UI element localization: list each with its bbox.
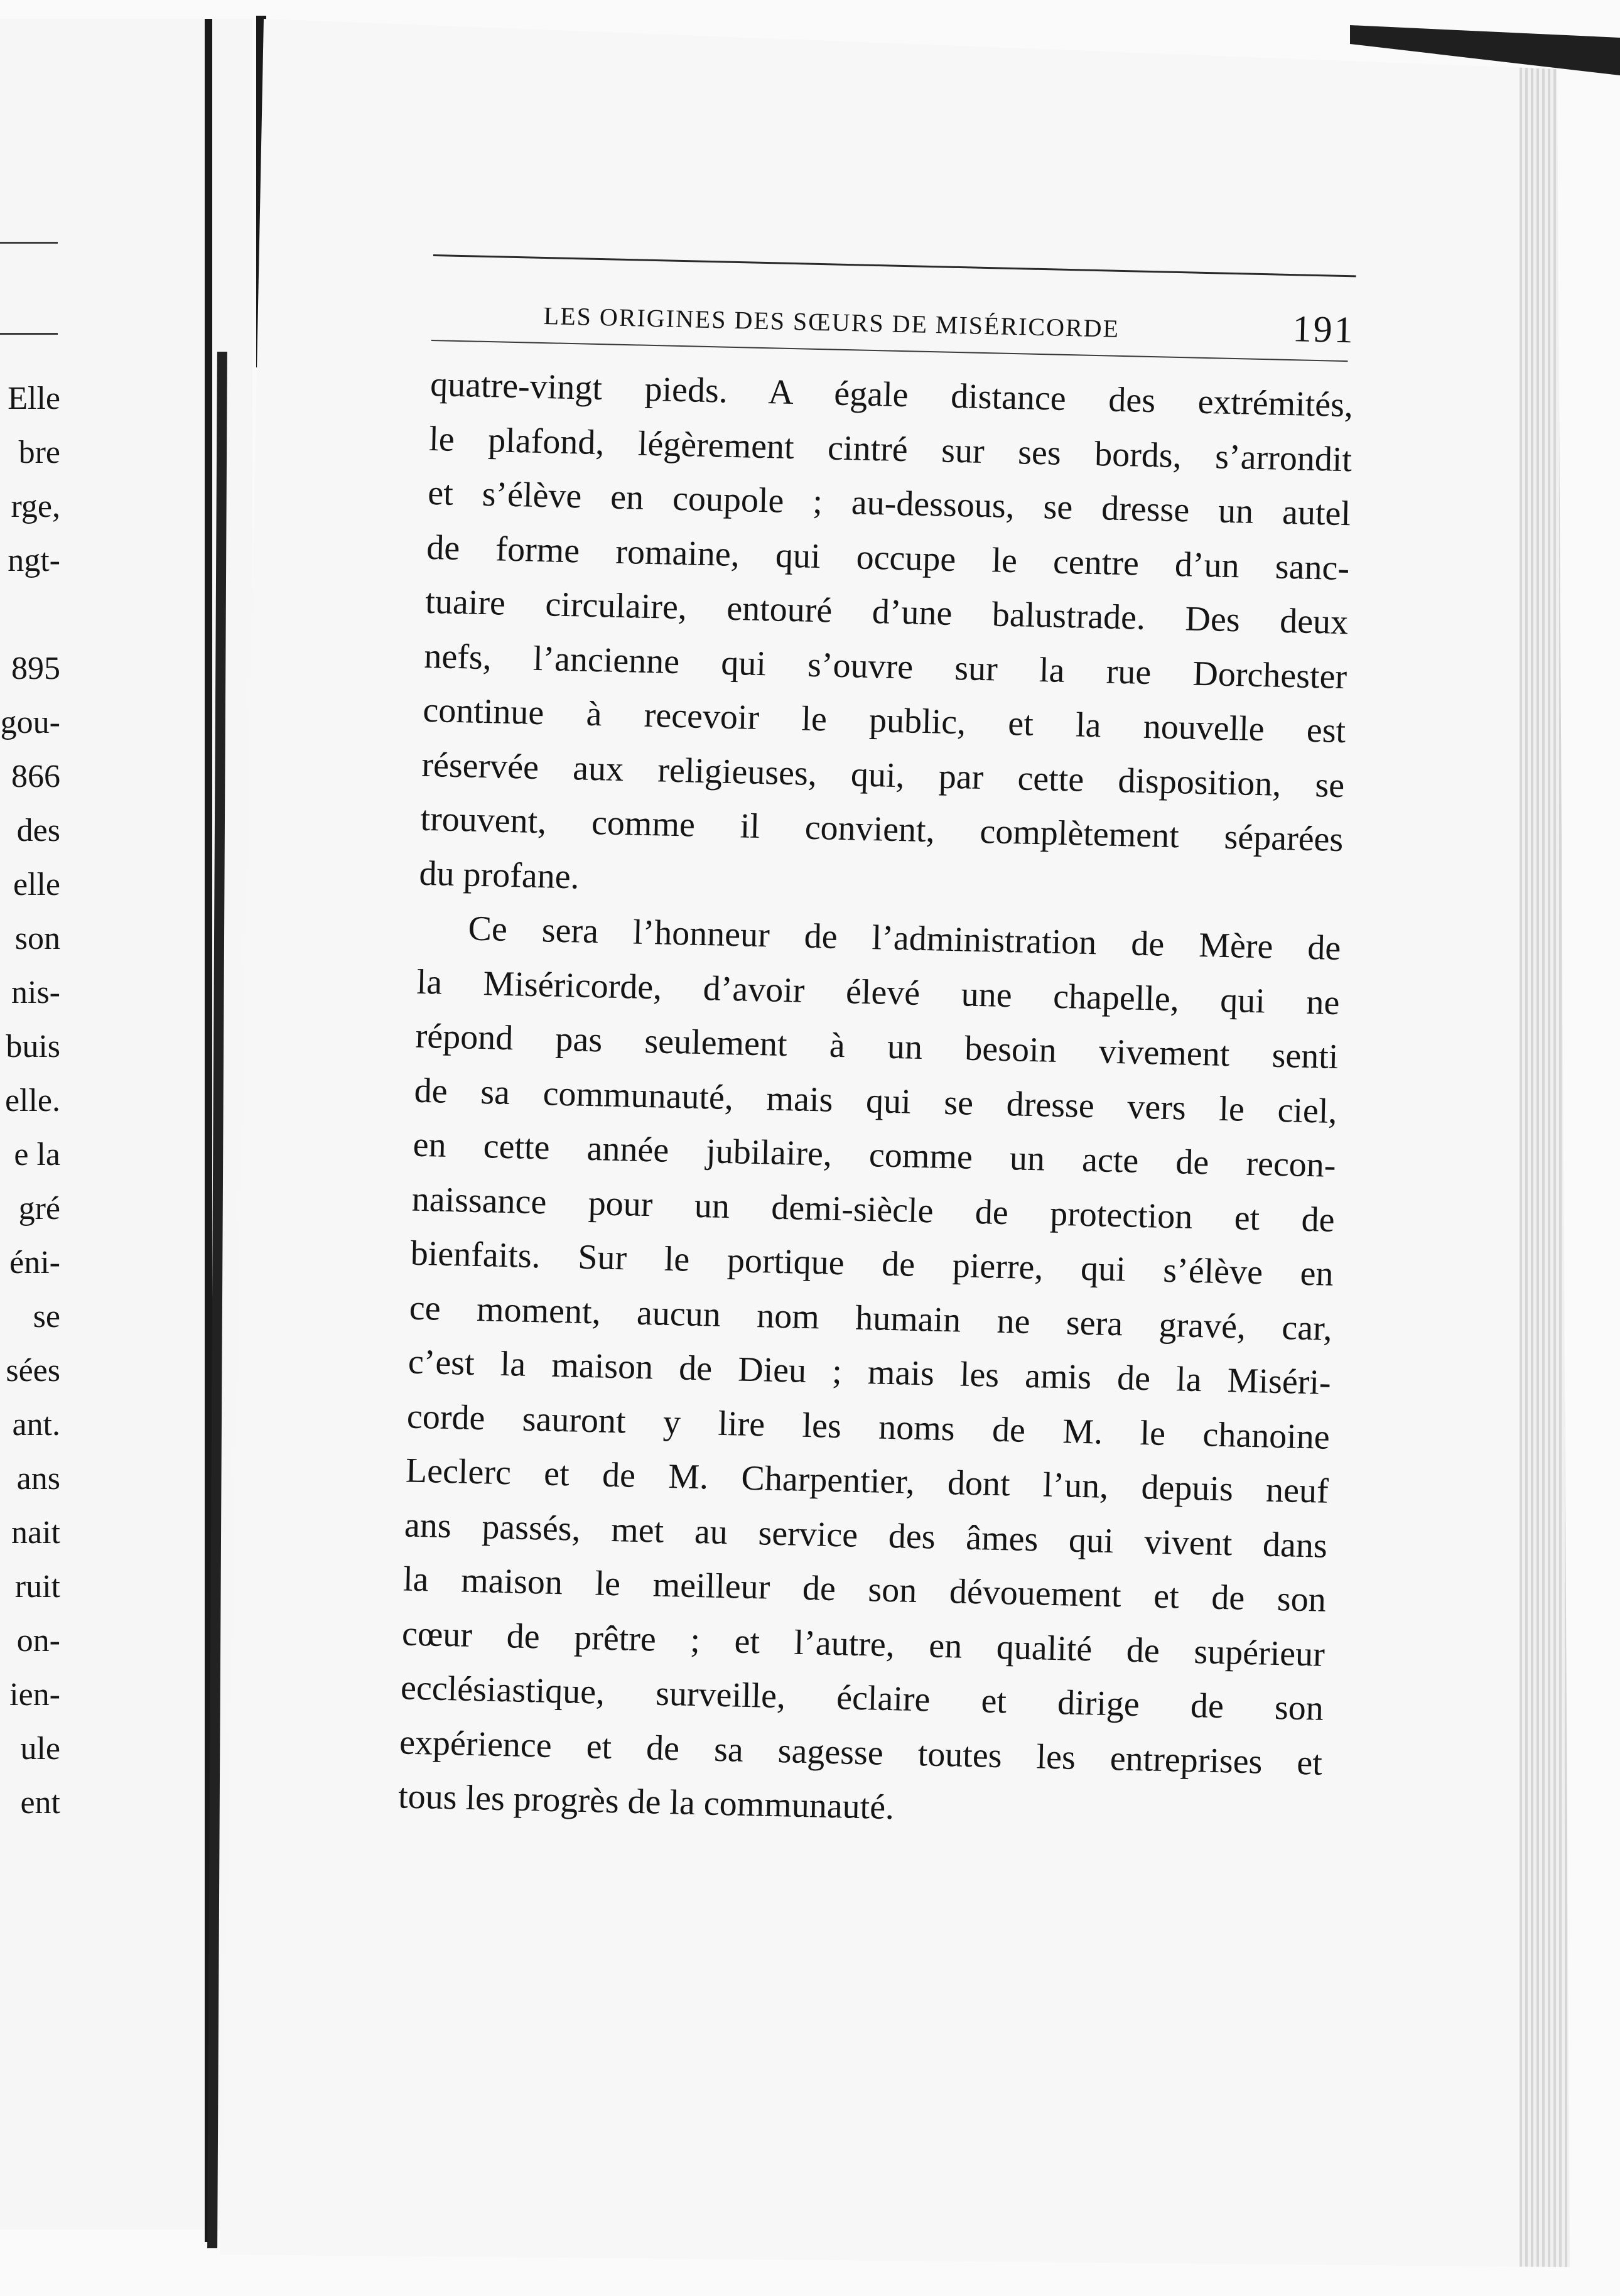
left-page-rule-bottom [0, 333, 58, 335]
text-line: répond pas seulement à un besoin vivement senti [415, 1016, 1339, 1077]
left-fragment: e la [14, 1137, 60, 1172]
text-line: et s’élève en coupole ; au-dessous, se dresse un autel [427, 473, 1351, 534]
left-fragment: nait [11, 1515, 60, 1551]
text-line: la maison le meilleur de son dévouement et de son [402, 1559, 1327, 1620]
left-fragment: Elle [8, 381, 60, 416]
text-line: corde sauront y lire les noms de M. le chanoine [406, 1397, 1331, 1457]
running-header [431, 288, 1355, 352]
text-line: continue à recevoir le public, et la nouvelle est [422, 690, 1346, 751]
text-line: Ce sera l’honneur de l’administration de Mère de [467, 909, 1342, 968]
left-fragment: elle. [4, 1083, 60, 1118]
text-line: Leclerc et de M. Charpentier, dont l’un, depuis neuf [405, 1451, 1329, 1511]
text-line: du profane. [418, 853, 580, 897]
text-line: en cette année jubilaire, comme un acte de recon- [413, 1125, 1337, 1185]
text-line: bienfaits. Sur le portique de pierre, qui s’élève en [410, 1233, 1334, 1294]
left-fragment [0, 588, 60, 642]
text-line: naissance pour un demi-siècle de protection et de [411, 1179, 1336, 1240]
text-line: quatre-vingt pieds. A égale distance des extrémités, [429, 364, 1354, 425]
left-fragment: ans [16, 1461, 60, 1497]
left-fragment: bre [18, 435, 60, 470]
left-fragment: ent [20, 1785, 60, 1821]
left-fragment: rge, [11, 489, 60, 524]
text-line: cœur de prêtre ; et l’autre, en qualité de supérieur [401, 1613, 1326, 1674]
left-page-text-fragments [0, 372, 60, 1830]
left-fragment: 895 [11, 651, 60, 686]
text-line: trouvent, comme il convient, complètement séparées [419, 799, 1344, 860]
paragraph-2 [397, 901, 1341, 1844]
left-fragment: ien- [9, 1677, 60, 1713]
left-fragment: éni- [9, 1245, 60, 1281]
left-fragment: elle [13, 867, 60, 902]
left-fragment: ruit [14, 1569, 60, 1605]
left-fragment: ule [20, 1731, 60, 1767]
text-line: réservée aux religieuses, qui, par cette disposition, se [421, 745, 1345, 805]
left-fragment: buis [6, 1029, 60, 1064]
text-line: la Miséricorde, d’avoir élevé une chapelle, qui ne [416, 962, 1341, 1022]
left-fragment: nis- [11, 975, 60, 1010]
left-page-rule-top [0, 242, 58, 244]
text-line: ecclésiastique, surveille, éclaire et dirige de son [400, 1668, 1324, 1728]
paragraph-1 [419, 357, 1354, 921]
text-line: expérience et de sa sagesse toutes les entreprises et [399, 1722, 1323, 1783]
left-fragment: gou- [0, 705, 60, 740]
left-fragment: son [14, 921, 60, 956]
left-fragment: 866 [11, 759, 60, 794]
left-fragment: se [33, 1299, 60, 1335]
text-line: de forme romaine, qui occupe le centre d’un sanc- [426, 528, 1350, 588]
page-text-block [397, 254, 1356, 1844]
left-fragment: on- [16, 1623, 60, 1659]
text-line: de sa communauté, mais qui se dresse vers le ciel, [414, 1071, 1338, 1131]
text-line: tuaire circulaire, entouré d’une balustrade. Des deux [424, 582, 1349, 642]
text-line: ans passés, met au service des âmes qui vivent dans [404, 1505, 1328, 1566]
left-fragment: sées [6, 1353, 60, 1389]
page-number: 191 [1292, 308, 1356, 351]
text-line: le plafond, légèrement cintré sur ses bords, s’arrondit [428, 419, 1353, 479]
running-title: LES ORIGINES DES SŒURS DE MISÉRICORDE [543, 301, 1120, 343]
page-edges [1520, 63, 1570, 2296]
text-line: tous les progrès de la communauté. [397, 1777, 895, 1828]
text-line: ce moment, aucun nom humain ne sera gravé, car, [409, 1288, 1333, 1348]
text-line: nefs, l’ancienne qui s’ouvre sur la rue Dorchester [423, 636, 1347, 696]
left-fragment: ngt- [8, 543, 60, 578]
left-fragment: des [16, 813, 60, 848]
left-fragment: gré [18, 1191, 60, 1227]
left-fragment: ant. [12, 1407, 60, 1443]
text-line: c’est la maison de Dieu ; mais les amis de la Miséri- [408, 1342, 1332, 1402]
